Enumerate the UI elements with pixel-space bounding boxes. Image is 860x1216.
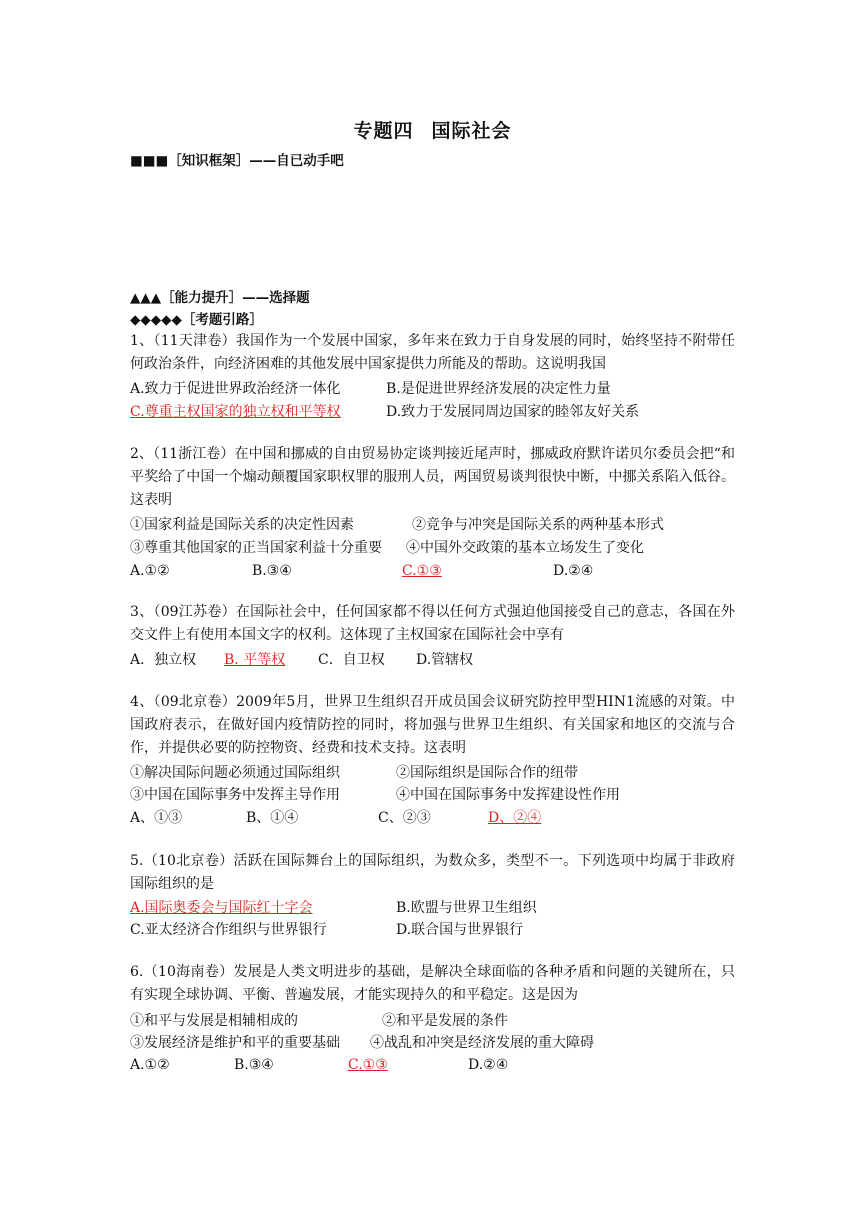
- q4-option-c: C、②③: [378, 810, 431, 826]
- q2-option-b: B.③④: [252, 563, 292, 579]
- q2-option-a: A.①②: [130, 563, 170, 579]
- q4-statement-1: ①解决国际问题必须通过国际组织: [130, 765, 340, 781]
- question-2-stem: 2、（11浙江卷）在中国和挪威的自由贸易协定谈判接近尾声时，挪威政府默许诺贝尔委员会把“和平奖给了中国一个煽动颠覆国家职权罪的服刑人员，两国贸易谈判很快中断，中挪关系陷入低谷。这表明: [130, 446, 735, 508]
- q5-option-d: D.联合国与世界银行: [396, 922, 524, 938]
- q3-option-d: D.管辖权: [416, 652, 474, 668]
- q4-statement-3: ③中国在国际事务中发挥主导作用: [130, 787, 340, 803]
- q4-statement-2: ②国际组织是国际合作的纽带: [396, 765, 578, 781]
- q3-option-a: A．独立权: [130, 652, 197, 668]
- q2-option-c-answer: C.①③: [402, 563, 442, 579]
- section-guide-heading: ◆◆◆◆◆［考题引路］: [130, 312, 263, 328]
- q2-statement-1: ①国家利益是国际关系的决定性因素: [130, 517, 354, 533]
- q1-option-d: D.致力于发展同周边国家的睦邻友好关系: [386, 404, 640, 420]
- q5-option-c: C.亚太经济合作组织与世界银行: [130, 922, 327, 938]
- q6-statement-2: ②和平是发展的条件: [382, 1013, 508, 1029]
- q6-statement-3: ③发展经济是维护和平的重要基础: [130, 1035, 340, 1051]
- title-part-1: 专题四: [353, 120, 414, 142]
- q3-option-c: C．自卫权: [318, 652, 385, 668]
- q3-option-b-answer: B. 平等权: [224, 652, 286, 668]
- q2-statement-3: ③尊重其他国家的正当国家利益十分重要: [130, 540, 382, 556]
- question-5-stem: 5.（10北京卷）活跃在国际舞台上的国际组织，为数众多，类型不一。下列选项中均属于非政府国际组织的是: [130, 853, 735, 892]
- section-ability-heading: ▲▲▲［能力提升］——选择题: [130, 290, 310, 306]
- question-3-stem: 3、（09江苏卷）在国际社会中，任何国家都不得以任何方式强迫他国接受自己的意志，各国在外交文件上有使用本国文字的权利。这体现了主权国家在国际社会中享有: [130, 604, 735, 643]
- q4-option-a: A、①③: [130, 810, 183, 826]
- q4-option-d-answer: D、②④: [488, 810, 542, 826]
- question-6-stem: 6.（10海南卷）发展是人类文明进步的基础，是解决全球面临的各种矛盾和问题的关键所在，只有实现全球协调、平衡、普遍发展，才能实现持久的和平稳定。这是因为: [130, 964, 735, 1003]
- q1-option-b: B.是促进世界经济发展的决定性力量: [386, 381, 611, 397]
- question-4-stem: 4、（09北京卷）2009年5月，世界卫生组织召开成员国会议研究防控甲型HIN1流感的对策。中国政府表示，在做好国内疫情防控的同时，将加强与世界卫生组织、有关国家和地区的交流与合作，并提供必要的防控物资、经费和技术支持。这表明: [130, 694, 735, 756]
- title-part-2: 国际社会: [431, 120, 512, 142]
- q5-option-b: B.欧盟与世界卫生组织: [396, 900, 537, 916]
- q2-statement-4: ④中国外交政策的基本立场发生了变化: [406, 540, 644, 556]
- section-framework-heading: ■■■［知识框架］——自已动手吧: [130, 153, 344, 169]
- q6-option-b: B.③④: [234, 1057, 274, 1073]
- q1-option-c-answer: C.尊重主权国家的独立权和平等权: [130, 404, 341, 420]
- q4-option-b: B、①④: [246, 810, 299, 826]
- q5-option-a-answer: A.国际奥委会与国际红十字会: [130, 900, 313, 916]
- q4-statement-4: ④中国在国际事务中发挥建设性作用: [396, 787, 620, 803]
- q1-option-a: A.致力于促进世界政治经济一体化: [130, 381, 341, 397]
- q6-option-c-answer: C.①③: [348, 1057, 388, 1073]
- q6-statement-1: ①和平与发展是相辅相成的: [130, 1013, 298, 1029]
- q6-option-a: A.①②: [130, 1057, 170, 1073]
- page-title: [130, 116, 735, 143]
- q2-option-d: D.②④: [553, 563, 594, 579]
- q6-option-d: D.②④: [468, 1057, 509, 1073]
- q2-statement-2: ②竞争与冲突是国际关系的两种基本形式: [412, 517, 664, 533]
- q6-statement-4: ④战乱和冲突是经济发展的重大障碍: [370, 1035, 594, 1051]
- question-1-stem: 1、（11天津卷）我国作为一个发展中国家，多年来在致力于自身发展的同时，始终坚持不附带任何政治条件，向经济困难的其他发展中国家提供力所能及的帮助。这说明我国: [130, 333, 735, 372]
